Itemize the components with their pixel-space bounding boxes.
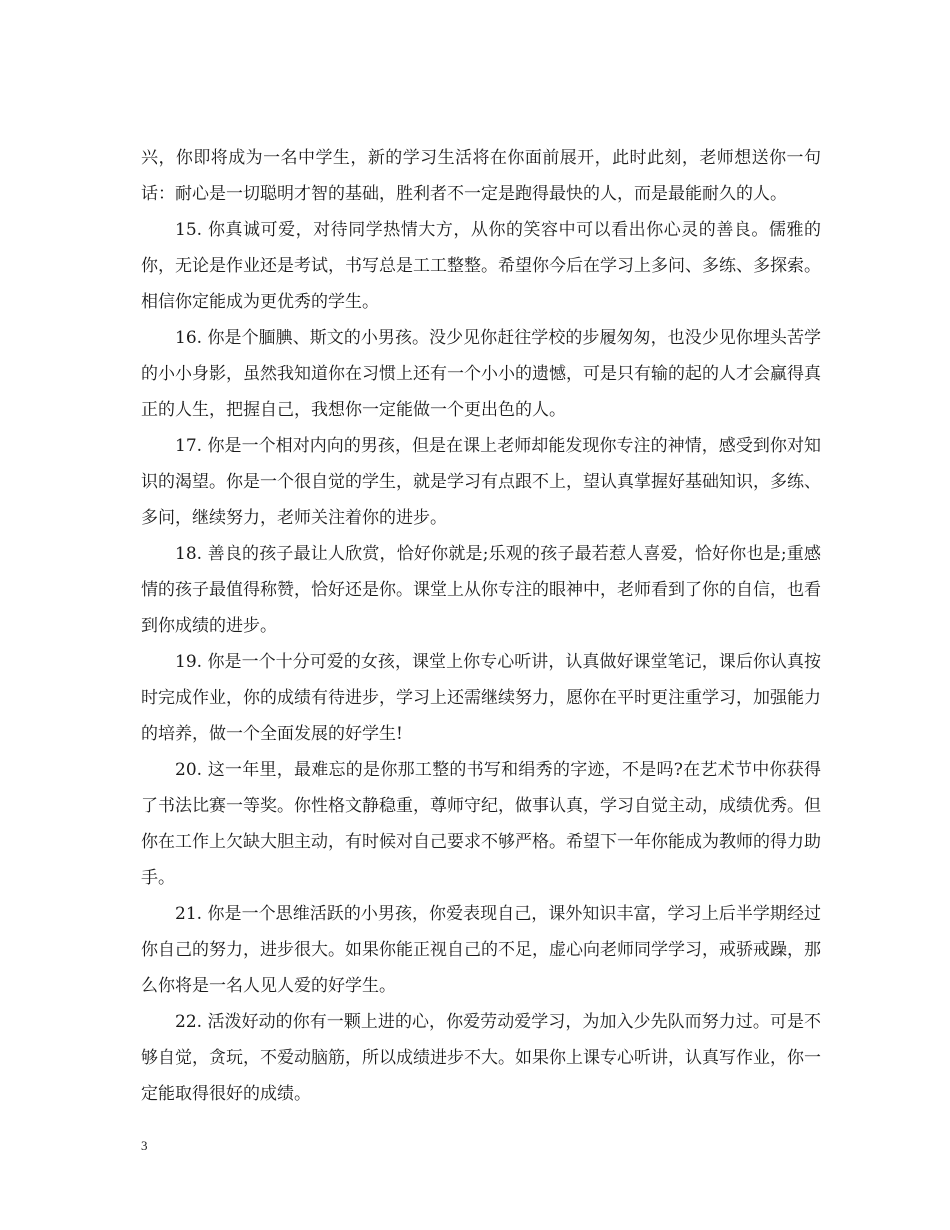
paragraph-comment-16: 16. 你是个腼腆、斯文的小男孩。没少见你赶往学校的步履匆匆，也没少见你埋头苦学的小小身影，虽然我知道你在习惯上还有一个小小的遗憾，可是只有输的起的人才会赢得真正的人生，把握自己，我想你一定能做一个更出色的人。 xyxy=(141,328,821,420)
paragraph-comment-15: 15. 你真诚可爱，对待同学热情大方，从你的笑容中可以看出你心灵的善良。儒雅的你，无论是作业还是考试，书写总是工工整整。希望你今后在学习上多问、多练、多探索。相信你定能成为更优秀的学生。 xyxy=(141,220,821,312)
paragraph-comment-19: 19. 你是一个十分可爱的女孩，课堂上你专心听讲，认真做好课堂笔记，课后你认真按时完成作业，你的成绩有待进步，学习上还需继续努力，愿你在平时更注重学习，加强能力的培养，做一个全面发展的好学生! xyxy=(141,652,821,744)
page-number: 3 xyxy=(141,1138,148,1153)
paragraph-comment-18: 18. 善良的孩子最让人欣赏，恰好你就是;乐观的孩子最若惹人喜爱，恰好你也是;重感情的孩子最值得称赞，恰好还是你。课堂上从你专注的眼神中，老师看到了你的自信，也看到你成绩的进步。 xyxy=(141,544,821,636)
paragraph-comment-21: 21. 你是一个思维活跃的小男孩，你爱表现自己，课外知识丰富，学习上后半学期经过你自己的努力，进步很大。如果你能正视自己的不足，虚心向老师同学学习，戒骄戒躁，那么你将是一名人见人爱的好学生。 xyxy=(141,904,821,996)
paragraph-comment-20: 20. 这一年里，最难忘的是你那工整的书写和绢秀的字迹，不是吗?在艺术节中你获得了书法比赛一等奖。你性格文静稳重，尊师守纪，做事认真，学习自觉主动，成绩优秀。但你在工作上欠缺大胆主动，有时候对自己要求不够严格。希望下一年你能成为教师的得力助手。 xyxy=(141,760,821,888)
paragraph-continuation: 兴，你即将成为一名中学生，新的学习生活将在你面前展开，此时此刻，老师想送你一句话：耐心是一切聪明才智的基础，胜利者不一定是跑得最快的人，而是最能耐久的人。 xyxy=(141,148,821,204)
paragraph-comment-22: 22. 活泼好动的你有一颗上进的心，你爱劳动爱学习，为加入少先队而努力过。可是不够自觉，贪玩，不爱动脑筋，所以成绩进步不大。如果你上课专心听讲，认真写作业，你一定能取得很好的成绩。 xyxy=(141,1012,821,1104)
paragraph-comment-17: 17. 你是一个相对内向的男孩，但是在课上老师却能发现你专注的神情，感受到你对知识的渴望。你是一个很自觉的学生，就是学习有点跟不上，望认真掌握好基础知识，多练、多问，继续努力，老师关注着你的进步。 xyxy=(141,436,821,528)
document-body xyxy=(141,140,821,1112)
